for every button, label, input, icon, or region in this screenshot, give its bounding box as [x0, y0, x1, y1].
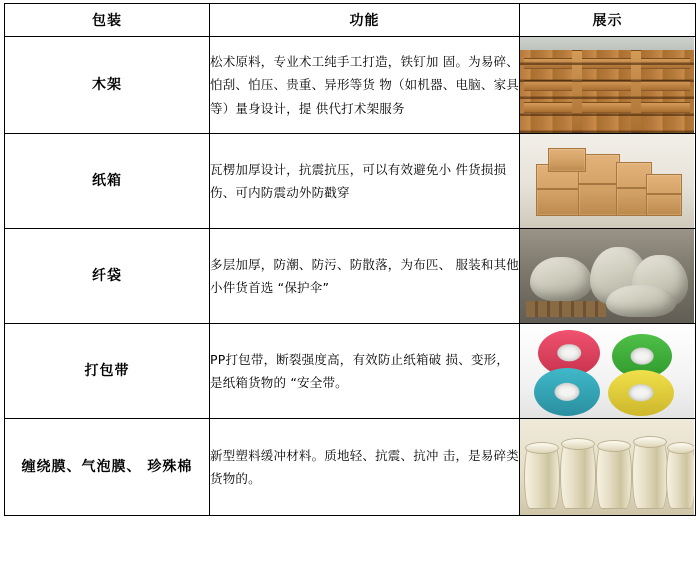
crate-post: [572, 50, 582, 133]
woven-bag: [606, 285, 676, 317]
stretch-film-image: [520, 419, 694, 515]
packaging-type-film: 缠绕膜、气泡膜、 珍殊棉: [5, 419, 210, 516]
packaging-type-wood: 木架: [5, 37, 210, 134]
column-header-function: 功能: [210, 4, 520, 37]
packaging-image-film-cell: [520, 419, 696, 516]
strap-roll-yellow: [608, 370, 674, 416]
table-row: [5, 324, 696, 419]
table-header: [5, 4, 696, 37]
crate-slat: [524, 58, 690, 69]
packaging-type-strap: 打包带: [5, 324, 210, 419]
table-row: [5, 134, 696, 229]
wood-crate-image: [520, 37, 694, 133]
packaging-function-strap: PP打包带，断裂强度高，有效防止纸箱破 损、变形，是纸箱货物的 “安全带。: [210, 324, 520, 419]
packaging-function-film: 新型塑料缓冲材料。质地轻、抗震、抗冲 击，是易碎类货物的。: [210, 419, 520, 516]
carton-box: [646, 174, 682, 216]
carton-box: [548, 148, 586, 172]
packaging-type-bag: 纤袋: [5, 229, 210, 324]
packaging-image-carton-cell: [520, 134, 696, 229]
woven-bags-photo: [520, 229, 694, 323]
carton-boxes-photo: [520, 134, 694, 228]
strap-roll-blue: [534, 368, 600, 416]
film-roll: [596, 443, 632, 509]
packaging-image-strap-cell: [520, 324, 696, 419]
packaging-function-carton: 瓦楞加厚设计，抗震抗压，可以有效避免小 件货损损伤、可内防震动外防戳穿: [210, 134, 520, 229]
packaging-image-wood-cell: [520, 37, 696, 134]
wood-crate-photo: [520, 37, 694, 133]
woven-bag: [530, 257, 592, 301]
column-header-type: 包装: [5, 4, 210, 37]
crate-slat: [524, 102, 690, 113]
packaging-table: [4, 3, 696, 516]
table-header-row: [5, 4, 696, 37]
film-roll: [632, 439, 668, 509]
pallet: [526, 301, 606, 317]
crate-post: [631, 50, 641, 133]
strapping-rolls-image: [520, 324, 694, 418]
crate-slat: [524, 80, 690, 91]
packaging-type-carton: 纸箱: [5, 134, 210, 229]
film-roll: [524, 445, 560, 509]
table-row: [5, 37, 696, 134]
table-row: [5, 229, 696, 324]
table-body: [5, 37, 696, 516]
table-row: [5, 419, 696, 516]
column-header-display: 展示: [520, 4, 696, 37]
strapping-rolls-photo: [520, 324, 694, 418]
carton-boxes-image: [520, 134, 694, 228]
packaging-function-bag: 多层加厚，防潮、防污、防散落，为布匹、 服装和其他小件货首选 “保护伞”: [210, 229, 520, 324]
film-roll: [560, 441, 596, 509]
packaging-image-bag-cell: [520, 229, 696, 324]
woven-bags-image: [520, 229, 694, 323]
film-roll: [666, 445, 694, 509]
stretch-film-photo: [520, 419, 694, 515]
packaging-function-wood: 松术原料，专业术工纯手工打造，铁钉加 固。为易碎、怕刮、怕压、贵重、异形等货 物（如机器、电脑、家具等）量身设计，提 供代打术架服务: [210, 37, 520, 134]
